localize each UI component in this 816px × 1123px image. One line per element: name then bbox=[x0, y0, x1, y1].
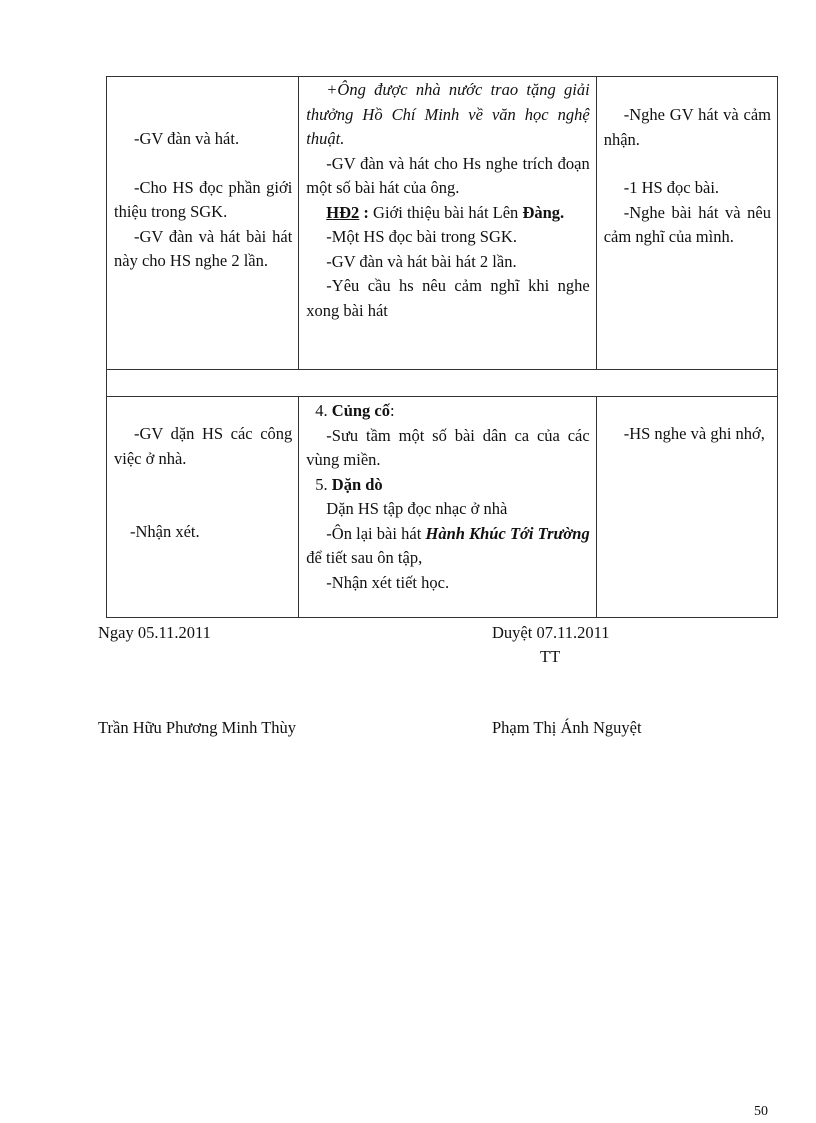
section-heading: 4. Củng cố: bbox=[315, 401, 395, 420]
text-line: -GV đàn và hát. bbox=[134, 129, 240, 148]
text-line: -Nhận xét tiết học. bbox=[326, 572, 450, 592]
text-line: -GV đàn và hát bài hát này cho HS nghe 2 lần. bbox=[114, 226, 293, 270]
approval-date: Duyệt 07.11.2011 bbox=[492, 623, 610, 642]
content-cell bbox=[299, 397, 596, 618]
left-date: Ngay 05.11.2011 bbox=[98, 623, 211, 642]
text-line: -GV đàn và hát cho Hs nghe trích đoạn một số bài hát của ông. bbox=[306, 153, 590, 197]
empty-separator-row bbox=[107, 370, 778, 397]
lesson-plan-table bbox=[106, 76, 778, 618]
text-line: -GV dặn HS các công việc ở nhà. bbox=[114, 424, 293, 468]
text-line: -Yêu cầu hs nêu cảm nghĩ khi nghe xong bài hát bbox=[306, 276, 590, 320]
teacher-name: Trần Hữu Phương Minh Thùy bbox=[98, 718, 297, 737]
text-line: +Ông được nhà nước trao tặng giải thưởng Hồ Chí Minh về văn học nghệ thuật. bbox=[306, 80, 590, 148]
section-heading: 5. Dặn dò bbox=[315, 474, 383, 494]
table-row bbox=[107, 397, 778, 618]
approver-name: Phạm Thị Ánh Nguyệt bbox=[492, 718, 642, 737]
table-row bbox=[107, 77, 778, 370]
text-line: -Nhận xét. bbox=[130, 522, 200, 541]
teacher-activity-cell bbox=[107, 397, 299, 618]
table-row bbox=[107, 370, 778, 397]
activity-heading: HĐ2 : Giới thiệu bài hát Lên Đàng. bbox=[326, 202, 565, 222]
activity-label: HĐ2 bbox=[326, 202, 360, 222]
text-line: -Nghe bài hát và nêu cảm nghĩ của mình. bbox=[603, 202, 771, 246]
text-line: Dặn HS tập đọc nhạc ở nhà bbox=[326, 499, 508, 518]
student-activity-cell bbox=[596, 397, 777, 618]
approver-role: TT bbox=[540, 647, 561, 666]
text-line: -1 HS đọc bài. bbox=[623, 178, 720, 197]
student-activity-cell bbox=[596, 77, 777, 370]
song-title: Hành Khúc Tới Trường bbox=[425, 523, 590, 543]
page-number: 50 bbox=[754, 1104, 768, 1119]
text-line: -Cho HS đọc phần giới thiệu trong SGK. bbox=[114, 177, 293, 221]
text-line: -Ôn lại bài hát Hành Khúc Tới Trường để tiết sau ôn tập, bbox=[306, 523, 590, 567]
text-line: -GV đàn và hát bài hát 2 lần. bbox=[326, 251, 517, 271]
text-line: -Nghe GV hát và cảm nhận. bbox=[603, 105, 771, 149]
content-cell bbox=[299, 77, 596, 370]
text-line: -HS nghe và ghi nhớ, bbox=[623, 424, 765, 443]
teacher-activity-cell bbox=[107, 77, 299, 370]
text-line: -Một HS đọc bài trong SGK. bbox=[326, 227, 517, 246]
text-line: -Sưu tầm một số bài dân ca của các vùng miền. bbox=[306, 425, 590, 469]
